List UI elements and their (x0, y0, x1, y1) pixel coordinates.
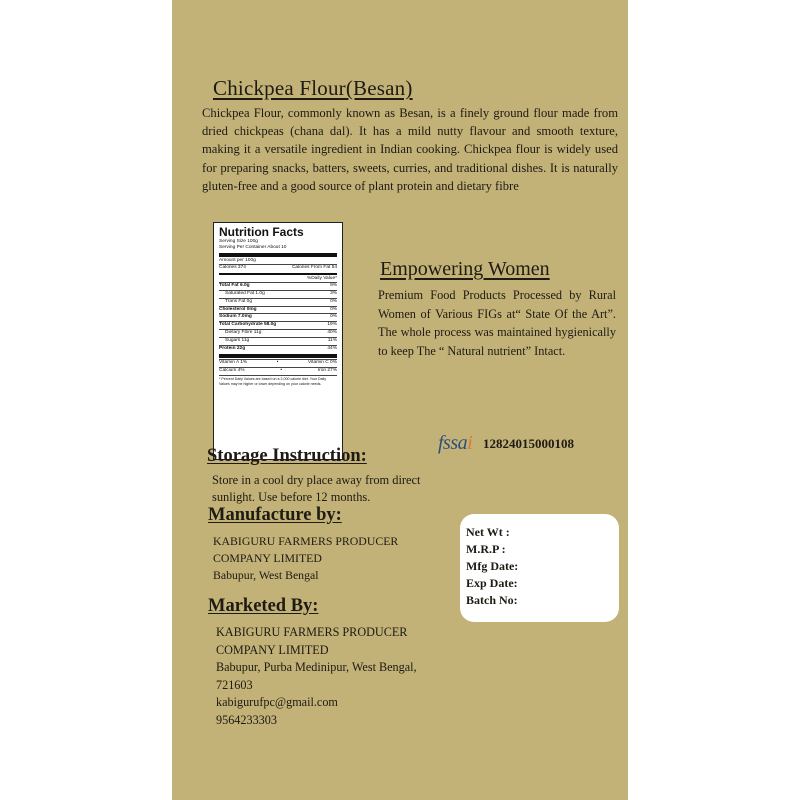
fssai-license-number: 12824015000108 (483, 436, 574, 451)
storage-text: Store in a cool dry place away from direct sunlight. Use before 12 months. (212, 473, 421, 504)
nutrient-row (219, 345, 337, 353)
fssai-logo-icon (438, 432, 472, 455)
iron: Iron 27% (317, 368, 337, 374)
nutrient-label: Dietary Fibre 11g (225, 330, 262, 336)
empowering-text: Premium Food Products Processed by Rural Women of Various FIGs at“ State Of the Art”. The whole process was maintained hygienically to keep The “ Natural nutrient” Intact. (378, 288, 616, 358)
marketed-address (216, 624, 476, 729)
nutrient-label: Protein 22g (219, 345, 246, 351)
nutrient-label: Sodium 7.0mg (219, 314, 252, 320)
nutrient-row (219, 306, 337, 314)
nutrient-row (219, 313, 337, 321)
nutrient-label: Saturated Fat 1.0g (225, 291, 265, 297)
marketed-line: KABIGURU FARMERS PRODUCER (216, 625, 408, 639)
bullet-separator: • (280, 368, 283, 374)
nutrition-facts-panel (213, 222, 343, 460)
nutrition-title: Nutrition Facts (219, 225, 304, 239)
nutrient-dv: 0% (330, 314, 337, 320)
marketed-line: 721603 (216, 677, 253, 692)
nutrition-divider (219, 253, 337, 257)
manufacture-address (213, 533, 453, 584)
nutrient-dv: 0% (330, 306, 337, 312)
nutrient-dv: 40% (327, 330, 337, 336)
batch-info-fields (466, 524, 518, 609)
nutrient-label: Total Carbohydrate 58.0g (219, 322, 277, 328)
mineral-row (219, 367, 337, 375)
nutrition-footnote: * Percent Daily Values are based on a 2,000 calorie diet. Your Daily Values may be higher or lower depending on your calorie needs. (219, 375, 337, 386)
calcium: Calcium 4% (219, 368, 245, 374)
vitamin-a: Vitamin A 1% (219, 360, 248, 366)
nutrition-divider (219, 273, 337, 275)
calories-value: Calories 374 (219, 265, 246, 270)
serving-size: Serving Size 100g (219, 239, 258, 244)
calories-row (219, 264, 337, 272)
nutrient-label: Sugars 11g (225, 337, 250, 343)
mfg-date-field: Mfg Date: (466, 559, 519, 573)
marketed-line: Babupur, Purba Medinipur, West Bengal, (216, 660, 417, 674)
marketed-line: COMPANY LIMITED (216, 642, 329, 657)
mrp-field: M.R.P : (466, 542, 506, 556)
product-description: Chickpea Flour, commonly known as Besan, is a finely ground flour made from dried chickpeas (chana dal). It has a mild nutty flavour and smooth texture, making it a versatile ingredient in Indian cooking. Chickpea flour is widely used for preparing snacks, batters, sweets, curries, and traditional dishes. It is naturally gluten-free and a good source of plant protein and dietary fibre (202, 106, 618, 193)
vitamin-c: Vitamin C 0% (308, 360, 337, 366)
product-title: Chickpea Flour(Besan) (213, 76, 413, 100)
nutrient-dv: 11% (327, 337, 337, 343)
nutrient-row (219, 290, 337, 298)
nutrient-label: Total Fat 6.0g (219, 283, 250, 289)
servings-per-container: Serving Per Container About 10 (219, 245, 287, 250)
nutrient-dv: 3% (330, 291, 337, 297)
net-weight-field: Net Wt : (466, 525, 510, 539)
nutrient-dv: 0% (330, 298, 337, 304)
empowering-title: Empowering Women (380, 258, 550, 280)
nutrient-dv: 9% (330, 283, 337, 289)
nutrient-dv: 44% (327, 345, 337, 351)
storage-heading: Storage Instruction: (207, 446, 367, 466)
batch-no-field: Batch No: (466, 593, 518, 607)
nutrition-divider (219, 354, 337, 358)
manufacture-line: KABIGURU FARMERS PRODUCER (213, 534, 399, 548)
fssai-logo-text: fssa (438, 432, 468, 454)
calories-from-fat: Calories From Fat 54 (291, 265, 337, 270)
nutrient-row (219, 321, 337, 329)
nutrient-dv: 19% (327, 322, 337, 328)
marketed-email: kabigurufpc@gmail.com (216, 695, 338, 709)
manufacture-line: COMPANY LIMITED (213, 551, 322, 565)
nutrient-row (219, 298, 337, 306)
nutrient-label: Cholesterol 0mg (219, 306, 257, 312)
bullet-separator: • (276, 360, 279, 366)
amount-per-serving: Amount per 100g (219, 258, 256, 263)
nutrient-row (219, 282, 337, 290)
vitamin-row (219, 359, 337, 367)
exp-date-field: Exp Date: (466, 576, 518, 590)
nutrient-row (219, 329, 337, 337)
nutrient-row (219, 337, 337, 345)
manufacture-line: Babupur, West Bengal (213, 568, 319, 582)
nutrient-label: Trans Fat 0g (225, 298, 253, 304)
marketed-phone: 9564233303 (216, 712, 277, 727)
manufacture-heading: Manufacture by: (208, 505, 342, 525)
fssai-logo-accent: i (467, 432, 473, 454)
daily-value-header: %Daily Value* (306, 275, 337, 281)
marketed-heading: Marketed By: (208, 596, 319, 616)
